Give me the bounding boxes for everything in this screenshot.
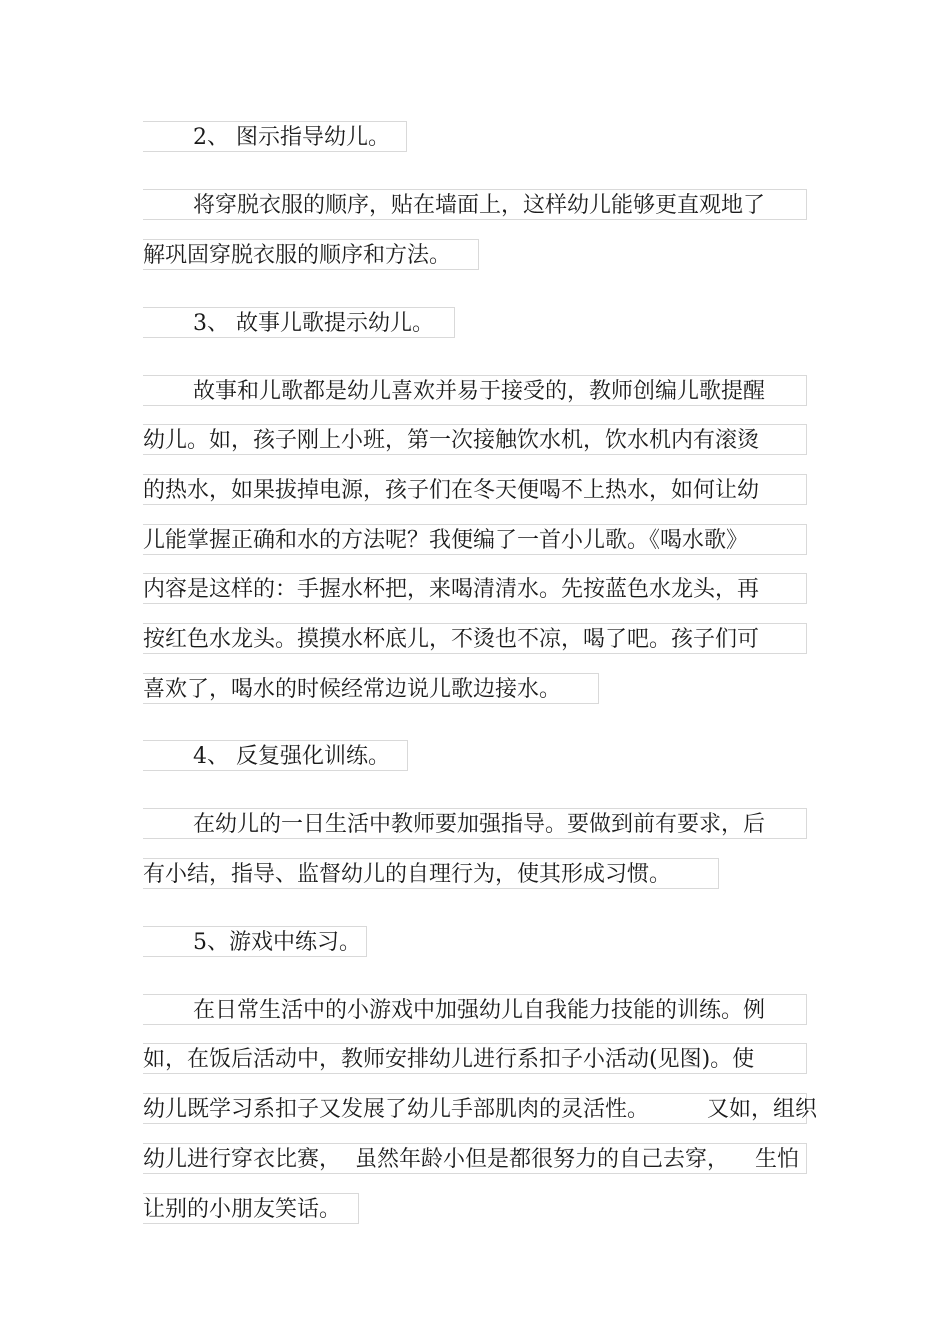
paragraph-line: [143, 189, 807, 220]
paragraph-text: 的热水，如果拔掉电源，孩子们在冬天便喝不上热水，如何让幼: [143, 478, 760, 503]
paragraph-line: [143, 858, 719, 889]
paragraph-text: 又如，组织: [707, 1097, 818, 1122]
paragraph-line: [143, 994, 807, 1025]
section-heading: [143, 740, 408, 771]
paragraph-text: 按红色水龙头。摸摸水杯底儿，不烫也不凉，喝了吧。孩子们可: [143, 627, 760, 652]
paragraph-line: [143, 808, 807, 839]
paragraph-line: [143, 1143, 807, 1174]
paragraph-text: 喜欢了，喝水的时候经常边说儿歌边接水。: [143, 677, 562, 702]
paragraph-text: 幼儿既学习系扣子又发展了幼儿手部肌肉的灵活性。: [143, 1097, 650, 1122]
paragraph-text: 将穿脱衣服的顺序，贴在墙面上，这样幼儿能够更直观地了: [193, 193, 766, 218]
paragraph-line: [143, 1093, 818, 1124]
section-heading: [143, 307, 455, 338]
paragraph-text: 生怕: [755, 1147, 800, 1172]
paragraph-text: 内容是这样的：手握水杯把，来喝清清水。先按蓝色水龙头，再: [143, 577, 760, 602]
paragraph-line: [143, 474, 807, 505]
paragraph-line: [143, 424, 807, 455]
paragraph-text: 如，在饭后活动中，教师安排幼儿进行系扣子小活动(见图)。使: [143, 1047, 755, 1072]
paragraph-text: 故事和儿歌都是幼儿喜欢并易于接受的，教师创编儿歌提醒: [193, 379, 766, 404]
paragraph-line: [143, 239, 479, 270]
heading-text: 3、 故事儿歌提示幼儿。: [193, 311, 434, 336]
heading-text: 5、游戏中练习。: [193, 930, 361, 955]
paragraph-line: [143, 375, 807, 406]
paragraph-line: [143, 524, 807, 555]
paragraph-text: 解巩固穿脱衣服的顺序和方法。: [143, 243, 452, 268]
paragraph-line: [143, 673, 599, 704]
section-heading: [143, 121, 407, 152]
paragraph-text: 虽然年龄小但是都很努力的自己去穿，: [355, 1147, 730, 1172]
paragraph-line: [143, 623, 807, 654]
paragraph-line: [143, 1193, 359, 1224]
paragraph-text: 幼儿进行穿衣比赛，: [143, 1147, 342, 1172]
heading-text: 4、 反复强化训练。: [193, 744, 390, 769]
paragraph-text: 让别的小朋友笑话。: [143, 1197, 342, 1222]
paragraph-text: 有小结，指导、监督幼儿的自理行为，使其形成习惯。: [143, 862, 672, 887]
heading-text: 2、 图示指导幼儿。: [193, 125, 390, 150]
paragraph-line: [143, 573, 807, 604]
paragraph-text: 幼儿。如，孩子刚上小班，第一次接触饮水机，饮水机内有滚烫: [143, 428, 760, 453]
paragraph-text: 在幼儿的一日生活中教师要加强指导。要做到前有要求，后: [193, 812, 766, 837]
paragraph-line: [143, 1043, 807, 1074]
paragraph-text: 儿能掌握正确和水的方法呢？我便编了一首小儿歌。《喝水歌》: [143, 528, 749, 553]
paragraph-text: 在日常生活中的小游戏中加强幼儿自我能力技能的训练。例: [193, 998, 766, 1023]
section-heading: [143, 926, 367, 957]
